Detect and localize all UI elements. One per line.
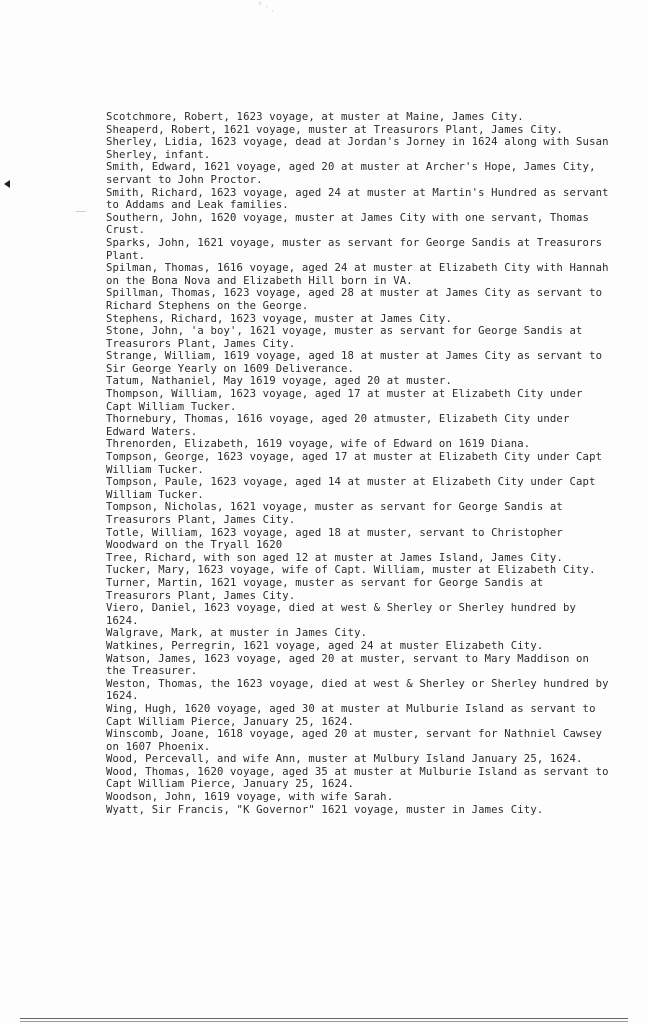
entry-line: Sherley, Lidia, 1623 voyage, dead at Jordan's Jorney in 1624 along with Susan bbox=[106, 136, 609, 149]
scan-smudge: ˚ · ⸒ bbox=[258, 3, 274, 13]
entry-line: Tucker, Mary, 1623 voyage, wife of Capt. William, muster at Elizabeth City. bbox=[106, 564, 596, 577]
entry-line: Wing, Hugh, 1620 voyage, aged 30 at muster at Mulburie Island as servant to bbox=[106, 702, 596, 715]
entry-line: Thornebury, Thomas, 1616 voyage, aged 20 atmuster, Elizabeth City under bbox=[106, 413, 570, 426]
entry-line: Threnorden, Elizabeth, 1619 voyage, wife of Edward on 1619 Diana. bbox=[106, 438, 531, 451]
entry-line: Spillman, Thomas, 1623 voyage, aged 28 at muster at James City as servant to bbox=[106, 287, 603, 300]
entry-continuation-line: to Addams and Leak families. bbox=[106, 199, 289, 212]
entry-line: Smith, Richard, 1623 voyage, aged 24 at muster at Martin's Hundred as servant bbox=[106, 186, 609, 199]
entry-line: Wood, Thomas, 1620 voyage, aged 35 at muster at Mulburie Island as servant to bbox=[106, 765, 609, 778]
entry-continuation-line: on 1607 Phoenix. bbox=[106, 740, 211, 753]
entry-continuation-line: Capt William Pierce, January 25, 1624. bbox=[106, 778, 355, 791]
entry-line: Walgrave, Mark, at muster in James City. bbox=[106, 627, 368, 640]
entry-line: Tompson, Nicholas, 1621 voyage, muster as servant for George Sandis at bbox=[106, 501, 563, 514]
entry-line: Totle, William, 1623 voyage, aged 18 at muster, servant to Christopher bbox=[106, 526, 563, 539]
entry-continuation-line: on the Bona Nova and Elizabeth Hill born in VA. bbox=[106, 274, 413, 287]
entry-line: Southern, John, 1620 voyage, muster at James City with one servant, Thomas bbox=[106, 211, 590, 224]
bottom-rule bbox=[20, 1018, 628, 1019]
entry-line: Stephens, Richard, 1623 voyage, muster at James City. bbox=[106, 312, 452, 325]
entry-line: Tompson, Paule, 1623 voyage, aged 14 at muster at Elizabeth City under Capt bbox=[106, 476, 596, 489]
entry-continuation-line: Sir George Yearly on 1609 Deliverance. bbox=[106, 362, 355, 375]
entry-list bbox=[106, 111, 642, 816]
entry-continuation-line: Treasurors Plant, James City. bbox=[106, 337, 296, 350]
entry-continuation-line: 1624. bbox=[106, 614, 139, 627]
entry-line: Spilman, Thomas, 1616 voyage, aged 24 at muster at Elizabeth City with Hannah bbox=[106, 262, 609, 275]
entry-continuation-line: Edward Waters. bbox=[106, 425, 198, 438]
entry-continuation-line: Sherley, infant. bbox=[106, 148, 211, 161]
entry-line: Tompson, George, 1623 voyage, aged 17 at muster at Elizabeth City under Capt bbox=[106, 451, 603, 464]
entry-continuation-line: Treasurors Plant, James City. bbox=[106, 514, 296, 526]
entry-line: Turner, Martin, 1621 voyage, muster as servant for George Sandis at bbox=[106, 576, 544, 589]
entry-line: Stone, John, 'a boy', 1621 voyage, muster as servant for George Sandis at bbox=[106, 325, 583, 338]
entry-line: Thompson, William, 1623 voyage, aged 17 at muster at Elizabeth City under bbox=[106, 388, 583, 401]
entry-line: Watkines, Perregrin, 1621 voyage, aged 24 at muster Elizabeth City. bbox=[106, 639, 544, 652]
entry-continuation-line: Capt William Tucker. bbox=[106, 400, 237, 413]
entry-line: Wood, Percevall, and wife Ann, muster at Mulbury Island January 25, 1624. bbox=[106, 753, 583, 766]
entry-line: Tatum, Nathaniel, May 1619 voyage, aged 20 at muster. bbox=[106, 375, 452, 388]
entry-continuation-line: William Tucker. bbox=[106, 463, 204, 476]
entry-line: Tree, Richard, with son aged 12 at muster at James Island, James City. bbox=[106, 551, 563, 564]
entry-line: Woodson, John, 1619 voyage, with wife Sarah. bbox=[106, 791, 394, 804]
entry-line: Wyatt, Sir Francis, "K Governor" 1621 voyage, muster in James City. bbox=[106, 803, 544, 816]
entry-line: Viero, Daniel, 1623 voyage, died at west & Sherley or Sherley hundred by bbox=[106, 602, 577, 615]
entry-continuation-line: Woodward on the Tryall 1620 bbox=[106, 539, 283, 552]
entry-line: Strange, William, 1619 voyage, aged 18 at muster at James City as servant to bbox=[106, 350, 603, 363]
bottom-rule-secondary bbox=[20, 1021, 628, 1022]
entry-line: Winscomb, Joane, 1618 voyage, aged 20 at muster, servant for Nathniel Cawsey bbox=[106, 728, 603, 741]
entry-continuation-line: Treasurors Plant, James City. bbox=[106, 589, 296, 602]
entry-line: Scotchmore, Robert, 1623 voyage, at muster at Maine, James City. bbox=[106, 111, 524, 123]
margin-arrow-mark bbox=[4, 180, 10, 188]
entry-continuation-line: the Treasurer. bbox=[106, 665, 198, 678]
entry-line: Sheaperd, Robert, 1621 voyage, muster at Treasurors Plant, James City. bbox=[106, 123, 563, 136]
entry-continuation-line: Capt William Pierce, January 25, 1624. bbox=[106, 715, 355, 728]
entry-line: Watson, James, 1623 voyage, aged 20 at muster, servant to Mary Maddison on bbox=[106, 652, 590, 665]
entry-line: Weston, Thomas, the 1623 voyage, died at west & Sherley or Sherley hundred by bbox=[106, 677, 609, 690]
entry-continuation-line: Plant. bbox=[106, 249, 146, 262]
entry-line: Sparks, John, 1621 voyage, muster as servant for George Sandis at Treasurors bbox=[106, 236, 603, 249]
margin-dash-mark bbox=[76, 211, 86, 212]
entry-continuation-line: William Tucker. bbox=[106, 488, 204, 501]
entry-continuation-line: servant to John Proctor. bbox=[106, 173, 263, 186]
entry-continuation-line: Crust. bbox=[106, 224, 146, 237]
entry-line: Smith, Edward, 1621 voyage, aged 20 at muster at Archer's Hope, James City, bbox=[106, 161, 596, 174]
entry-continuation-line: 1624. bbox=[106, 690, 139, 703]
entry-continuation-line: Richard Stephens on the George. bbox=[106, 299, 309, 312]
